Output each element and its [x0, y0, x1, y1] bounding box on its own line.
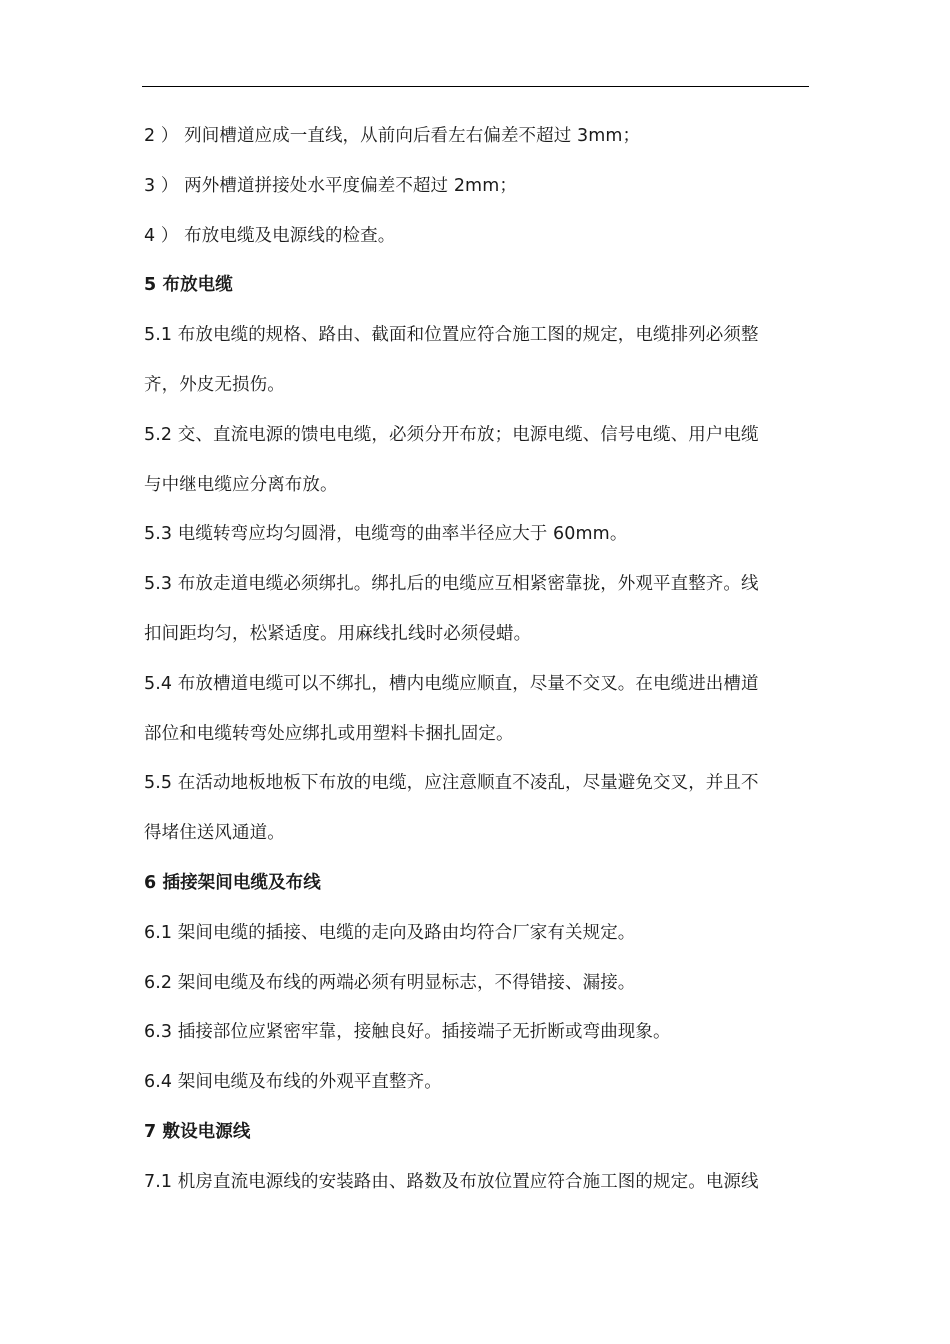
paragraph-5-1-line-2: 齐，外皮无损伤。: [144, 374, 285, 395]
paragraph-5-5-line-1: 5.5 在活动地板地板下布放的电缆，应注意顺直不凌乱，尽量避免交叉，并且不: [144, 773, 759, 794]
paragraph-7-1-line-1: 7.1 机房直流电源线的安装路由、路数及布放位置应符合施工图的规定。电源线: [144, 1171, 759, 1192]
section-heading-5: 5 布放电缆: [144, 275, 233, 296]
paragraph-6-3: 6.3 插接部位应紧密牢靠，接触良好。插接端子无折断或弯曲现象。: [144, 1022, 671, 1043]
paragraph-6-2: 6.2 架间电缆及布线的两端必须有明显标志，不得错接、漏接。: [144, 972, 636, 993]
paragraph-5-5-line-2: 得堵住送风通道。: [144, 823, 285, 844]
paragraph-5-2-line-2: 与中继电缆应分离布放。: [144, 474, 338, 495]
paragraph-6-4: 6.4 架间电缆及布线的外观平直整齐。: [144, 1072, 442, 1093]
paragraph-5-4-line-1: 5.4 布放槽道电缆可以不绑扎，槽内电缆应顺直，尽量不交叉。在电缆进出槽道: [144, 673, 759, 694]
section-heading-7: 7 敷设电源线: [144, 1121, 251, 1142]
list-item-2: 2 ） 列间槽道应成一直线，从前向后看左右偏差不超过 3mm；: [144, 126, 641, 146]
paragraph-5-3a: 5.3 电缆转弯应均匀圆滑，电缆弯的曲率半径应大于 60mm。: [144, 524, 628, 545]
section-heading-6: 6 插接架间电缆及布线: [144, 872, 321, 893]
header-rule: [142, 86, 809, 87]
paragraph-6-1: 6.1 架间电缆的插接、电缆的走向及路由均符合厂家有关规定。: [144, 922, 636, 943]
paragraph-5-2-line-1: 5.2 交、直流电源的馈电电缆，必须分开布放；电源电缆、信号电缆、用户电缆: [144, 424, 759, 445]
paragraph-5-4-line-2: 部位和电缆转弯处应绑扎或用塑料卡捆扎固定。: [144, 723, 514, 744]
list-item-4: 4 ） 布放电缆及电源线的检查。: [144, 225, 396, 246]
document-body: [144, 112, 810, 1208]
list-item-3: 3 ） 两外槽道拼接处水平度偏差不超过 2mm；: [144, 175, 517, 196]
paragraph-5-3b-line-1: 5.3 布放走道电缆必须绑扎。绑扎后的电缆应互相紧密靠拢，外观平直整齐。线: [144, 574, 759, 595]
paragraph-5-3b-line-2: 扣间距均匀，松紧适度。用麻线扎线时必须侵蜡。: [144, 623, 532, 644]
paragraph-5-1-line-1: 5.1 布放电缆的规格、路由、截面和位置应符合施工图的规定，电缆排列必须整: [144, 325, 759, 346]
